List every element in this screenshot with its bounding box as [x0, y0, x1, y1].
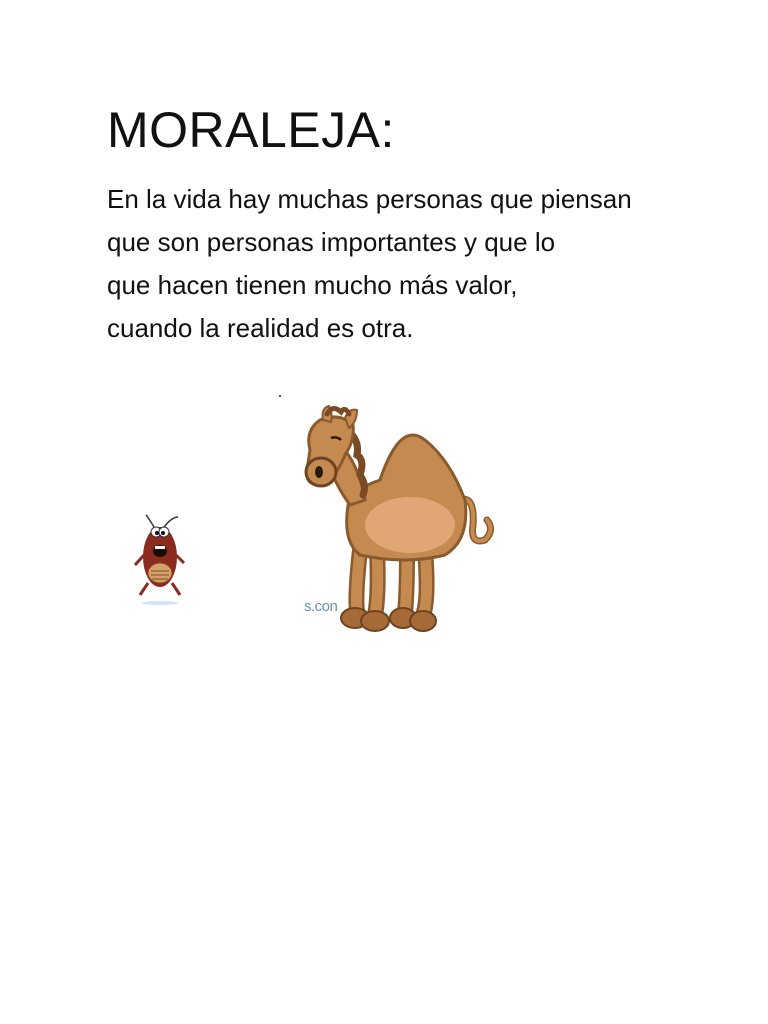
cockroach-icon: [135, 515, 184, 605]
watermark-text: [304, 598, 337, 616]
watermark-label: s.con: [304, 598, 338, 615]
moral-paragraph: [107, 178, 707, 350]
moral-line-1: En la vida hay muchas personas que piensan: [107, 184, 632, 214]
moral-line-3: que hacen tienen mucho más valor,: [107, 270, 518, 300]
page-title: MORALEJA:: [107, 102, 395, 158]
moral-line-4: cuando la realidad es otra.: [107, 313, 414, 343]
moral-line-2: que son personas importantes y que lo: [107, 227, 556, 257]
